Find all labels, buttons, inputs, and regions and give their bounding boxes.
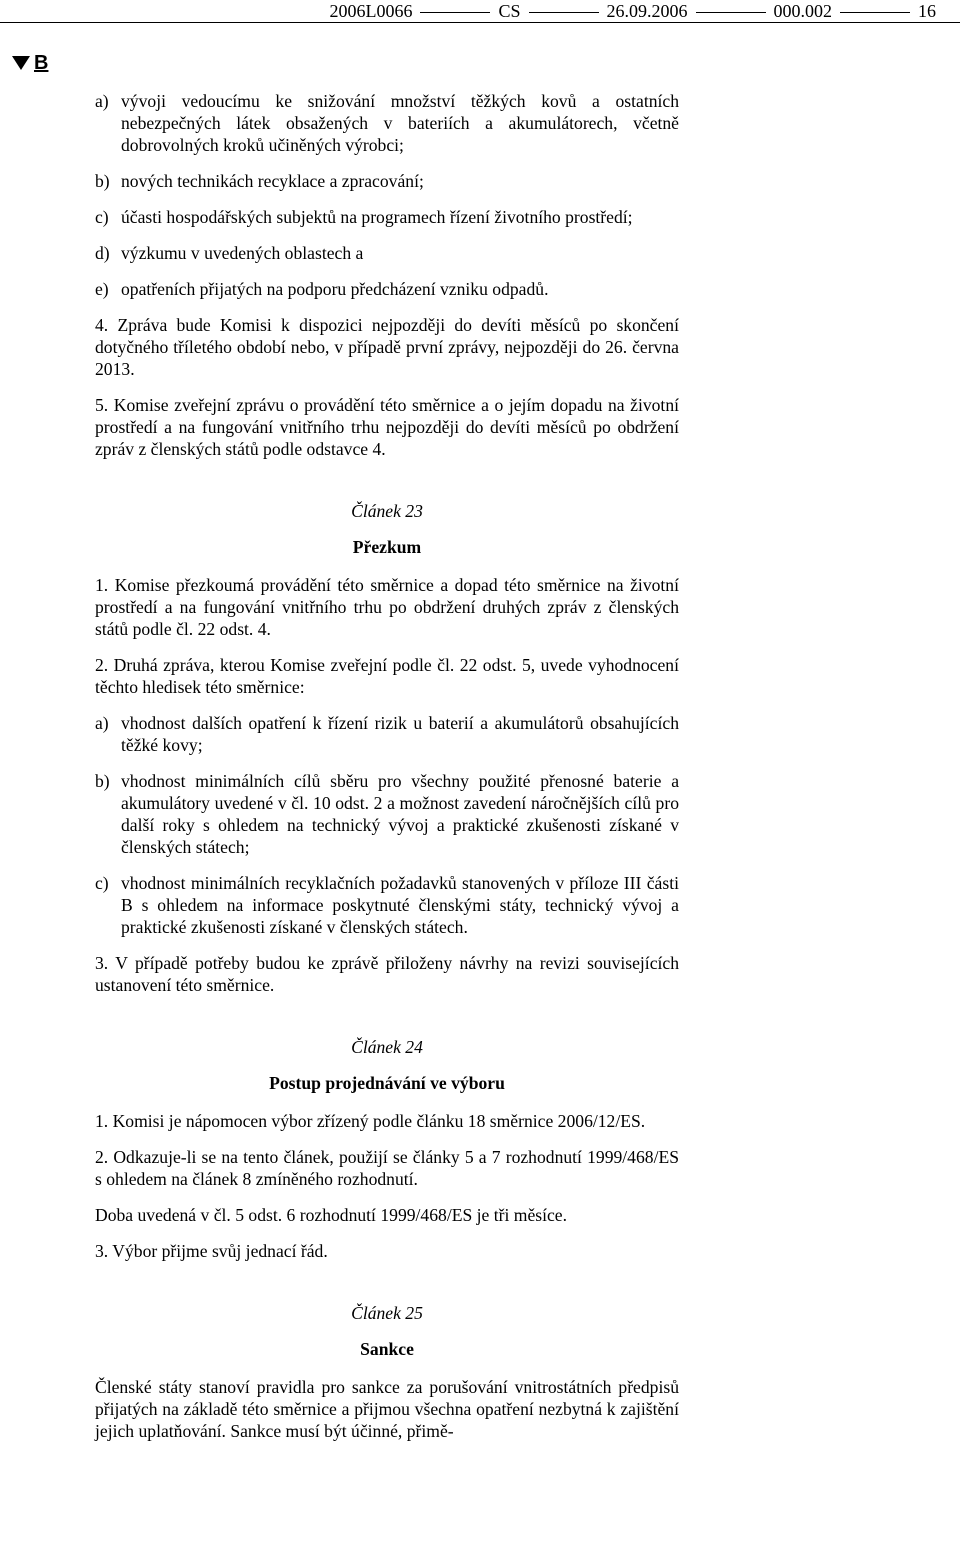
amendment-marker-label: B (34, 52, 49, 74)
article-paragraph: 1. Komisi je nápomocen výbor zřízený podle článku 18 směrnice 2006/12/ES. (95, 1111, 646, 1131)
page-number: 16 (918, 1, 936, 21)
article-paragraph: Členské státy stanoví pravidla pro sankce za porušování vnitrostátních předpisů přijatých na základě této směrnice a přijmou všechna opatření nezbytná k zajištění jejich uplatňování. Sankce musí být účinné, přimě- (95, 1377, 679, 1441)
page-header (0, 0, 960, 23)
list-item (95, 170, 679, 192)
list-item-text: nových technikách recyklace a zpracování; (121, 171, 424, 191)
article-paragraph: 1. Komise přezkoumá provádění této směrnice a dopad této směrnice na životní prostředí a na fungování vnitřního trhu po obdržení druhých zpráv z členských států podle čl. 22 odst. 4. (95, 575, 679, 639)
list-item-label: e) (95, 279, 109, 299)
triangle-down-icon (12, 56, 30, 70)
list-item-text: vhodnost dalších opatření k řízení rizik u baterií a akumulátorů obsahujících těžké kovy; (121, 713, 679, 755)
list-item-text: vhodnost minimálních recyklačních požadavků stanovených v příloze III části B s ohledem na informace poskytnuté členskými státy, technický vývoj a praktické zkušenosti získané v členských státech. (121, 873, 679, 937)
doc-version: 000.002 (773, 1, 832, 21)
list-item (95, 872, 679, 938)
article-title: Přezkum (352, 537, 422, 557)
article-title: Postup projednávání ve výboru (269, 1073, 505, 1093)
document-body (95, 90, 679, 1442)
header-separator (420, 12, 490, 13)
doc-lang: CS (498, 1, 521, 21)
list-item (95, 770, 679, 858)
list-item-label: b) (95, 171, 110, 191)
list-item (95, 206, 679, 228)
article-number: Článek 25 (351, 1303, 423, 1323)
list-item-text: výzkumu v uvedených oblastech a (121, 243, 364, 263)
header-separator (840, 12, 910, 13)
list-item-label: b) (95, 771, 110, 791)
list-item-text: vývoji vedoucímu ke snižování množství těžkých kovů a ostatních nebezpečných látek obsažených v bateriích a akumulátorech, včetně dobrovolných kroků učiněných výrobci; (121, 91, 679, 155)
list-item-text: opatřeních přijatých na podporu předcházení vzniku odpadů. (121, 279, 549, 299)
header-separator (529, 12, 599, 13)
paragraph-4: 4. Zpráva bude Komisi k dispozici nejpozději do devíti měsíců po skončení dotyčného tříletého období nebo, v případě první zprávy, nejpozději do 26. června 2013. (95, 315, 679, 379)
list-item (95, 90, 679, 156)
article-number: Článek 24 (351, 1037, 423, 1057)
doc-id: 2006L0066 (329, 1, 413, 21)
amendment-marker (12, 52, 48, 75)
doc-date: 26.09.2006 (606, 1, 688, 21)
article-paragraph: 3. V případě potřeby budou ke zprávě přiloženy návrhy na revizi souvisejících ustanovení této směrnice. (95, 953, 679, 995)
list-item-label: a) (95, 713, 109, 733)
article-paragraph: 2. Druhá zpráva, kterou Komise zveřejní podle čl. 22 odst. 5, uvede vyhodnocení těchto hledisek této směrnice: (95, 655, 679, 697)
list-item (95, 712, 679, 756)
list-item-label: a) (95, 91, 109, 111)
list-item-text: vhodnost minimálních cílů sběru pro všechny použité přenosné baterie a akumulátory uvedené v čl. 10 odst. 2 a možnost zavedení náročnějších cílů pro další roky s ohledem na technický vývoj a praktické zkušenosti získané v členských státech; (121, 771, 679, 857)
list-item-label: d) (95, 243, 110, 263)
article-paragraph: Doba uvedená v čl. 5 odst. 6 rozhodnutí 1999/468/ES je tři měsíce. (95, 1205, 568, 1225)
list-item (95, 278, 679, 300)
header-separator (696, 12, 766, 13)
list-item-label: c) (95, 873, 109, 893)
article-paragraph: 3. Výbor přijme svůj jednací řád. (95, 1241, 328, 1261)
article-paragraph: 2. Odkazuje-li se na tento článek, použijí se články 5 a 7 rozhodnutí 1999/468/ES s ohledem na článek 8 zmíněného rozhodnutí. (95, 1147, 679, 1189)
list-item-text: účasti hospodářských subjektů na programech řízení životního prostředí; (121, 207, 633, 227)
list-item-label: c) (95, 207, 109, 227)
article-number: Článek 23 (351, 501, 423, 521)
list-item (95, 242, 679, 264)
article-title: Sankce (360, 1339, 414, 1359)
paragraph-5: 5. Komise zveřejní zprávu o provádění této směrnice a o jejím dopadu na životní prostředí a na fungování vnitřního trhu nejpozději do devíti měsíců po obdržení zpráv z členských států podle odstavce 4. (95, 395, 679, 459)
